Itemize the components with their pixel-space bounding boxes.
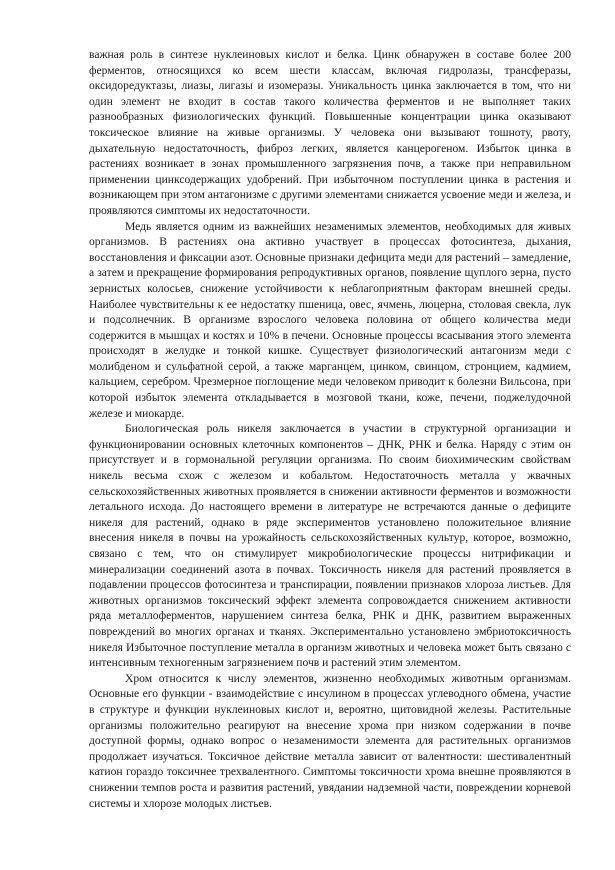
paragraph-nickel: Биологическая роль никеля заключается в участии в структурной организации и функционировании основных клеточных компонентов – ДНК, РНК и белка. Наряду с этим он присутствует и в гормональной регуляции организма. По своим биохимическим свойствам никель весьма схож с железом и кобальтом. Недостаточность металла у жвачных сельскохозяйственных животных проявляется в снижении активности ферментов и возможности летального исхода. До настоящего времени в литературе не встречаются данные о дефиците никеля для растений, однако в ряде экспериментов установлено положительное влияние внесения никеля в почвы на урожайность сельскохозяйственных культур, которое, возможно, связано с тем, что он стимулирует микробиологические процессы нитрификации и минерализации соединений азота в почвах. Токсичность никеля для растений проявляется в подавлении процессов фотосинтеза и транспирации, появлении признаков хлороза листьев. Для животных организмов токсический эффект элемента сопровождается снижением активности ряда металлоферментов, нарушением синтеза белка, РНК и ДНК, развитием выраженных повреждений во многих органах и тканях. Экспериментально установлено эмбриотоксичность никеля Избыточное поступление металла в организм животных и человека может быть связано с интенсивным техногенным загрязнением почв и растений этим элементом. <box>89 422 571 670</box>
paragraph-zinc-continuation: важная роль в синтезе нуклеиновых кислот и белка. Цинк обнаружен в составе более 200 ферментов, относящихся ко всем шести классам, включая гидролазы, трансферазы, оксидоредуктазы, лиазы, лигазы и изомеразы. Уникальность цинка заключается в том, что ни один элемент не входит в состав такого количества ферментов и не выполняет таких разнообразных физиологических функций. Повышенные концентрации цинка оказывают токсическое влияние на живые организмы. У человека они вызывают тошноту, рвоту, дыхательную недостаточность, фиброз легких, является канцерогеном. Избыток цинка в растениях возникает в зонах промышленного загрязнения почв, а также при неправильном применении цинксодержащих удобрений. При избыточном поступлении цинка в растения и возникающем при этом антагонизме с другими элементами снижается усвоение меди и железа, и проявляются симптомы их недостаточности. <box>89 48 571 217</box>
paragraph-chromium: Хром относится к числу элементов, жизненно необходимых животным организмам. Основные его функции - взаимодействие с инсулином в процессах углеводного обмена, участие в структуре и функции нуклеиновых кислот и, вероятно, щитовидной железы. Растительные организмы положительно реагируют на внесение хрома при низком содержании в почве доступной формы, однако вопрос о незаменимости элемента для растительных организмов продолжает изучаться. Токсичное действие металла зависит от валентности: шестивалентный катион гораздо токсичнее трехвалентного. Симптомы токсичности хрома внешне проявляются в снижении темпов роста и развития растений, увядании надземной части, повреждении корневой системы и хлорозе молодых листьев. <box>89 671 571 810</box>
paragraph-copper: Медь является одним из важнейших незаменимых элементов, необходимых для живых организмов. В растениях она активно участвует в процессах фотосинтеза, дыхания, восстановления и фиксации азот. Основные признаки дефицита меди для растений – замедление, а затем и прекращение формирования репродуктивных органов, появление щуплого зерна, пусто зернистых колосьев, снижение устойчивости к неблагоприятным факторам внешней среды. Наиболее чувствительны к ее недостатку пшеница, овес, ячмень, люцерна, столовая свекла, лук и подсолнечник. В организме взрослого человека половина от общего количества меди содержится в мышцах и костях и 10% в печени. Основные процессы всасывания этого элемента происходят в желудке и тонкой кишке. Существует физиологический антагонизм меди с молибденом и сульфатной серой, а также марганцем, цинком, свинцом, стронцием, кадмием, кальцием, серебром. Чрезмерное поглощение меди человеком приводит к болезни Вильсона, при которой избыток элемента откладывается в мозговой ткани, коже, печени, поджелудочной железе и миокарде. <box>89 219 571 420</box>
document-page <box>89 47 571 811</box>
